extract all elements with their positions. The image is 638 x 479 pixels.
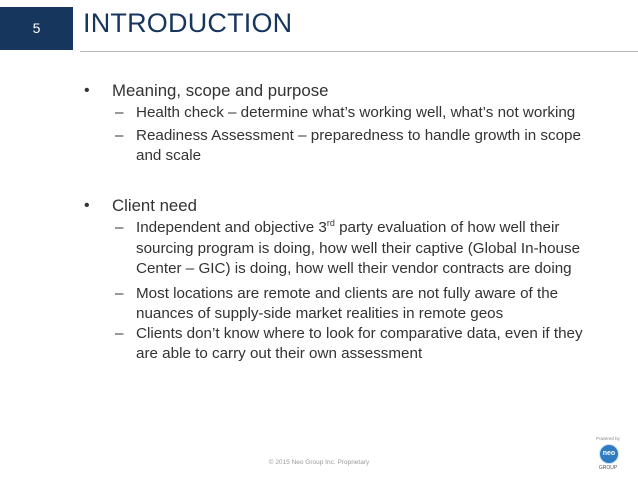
dash-marker: – — [115, 325, 124, 342]
logo-mark-icon: neo — [599, 444, 619, 464]
slide-number: 5 — [0, 7, 73, 50]
neo-group-logo — [588, 436, 628, 474]
sub-bullet-comparative-line1: Clients don’t know where to look for comparative data, even if they — [136, 325, 583, 342]
logo-subtext: GROUP — [598, 465, 618, 471]
sub-bullet-health-check: Health check – determine what’s working well, what’s not working — [136, 104, 576, 121]
bullet-client-need: Client need — [112, 196, 197, 215]
sub-bullet-comparative-line2: are able to carry out their own assessment — [136, 345, 423, 362]
sub-bullet-readiness-line1: Readiness Assessment – preparedness to handle growth in scope — [136, 127, 581, 144]
sub-bullet-remote-line1: Most locations are remote and clients are not fully aware of the — [136, 285, 559, 302]
dash-marker: – — [115, 219, 124, 236]
sub-bullet-readiness-line2: and scale — [136, 147, 202, 164]
sub-bullet-independent-line3: Center – GIC) is doing, how well their vendor contracts are doing — [136, 260, 572, 277]
bullet-marker: • — [84, 82, 90, 99]
logo-caption: Powered by — [596, 436, 620, 441]
dash-marker: – — [115, 104, 124, 121]
sub-bullet-remote-line2: nuances of supply-side market realities in remote geos — [136, 305, 504, 322]
sub-bullet-independent-line1: Independent and objective 3rd party evaluation of how well their — [136, 218, 560, 236]
sub-bullet-independent-line2: sourcing program is doing, how well their captive (Global In-house — [136, 240, 581, 257]
dash-marker: – — [115, 285, 124, 302]
bullet-marker: • — [84, 197, 90, 214]
dash-marker: – — [115, 127, 124, 144]
bullet-meaning-scope: Meaning, scope and purpose — [112, 81, 329, 100]
slide-title: INTRODUCTION — [83, 8, 293, 38]
footer-copyright: © 2015 Neo Group Inc. Proprietary — [268, 459, 370, 466]
